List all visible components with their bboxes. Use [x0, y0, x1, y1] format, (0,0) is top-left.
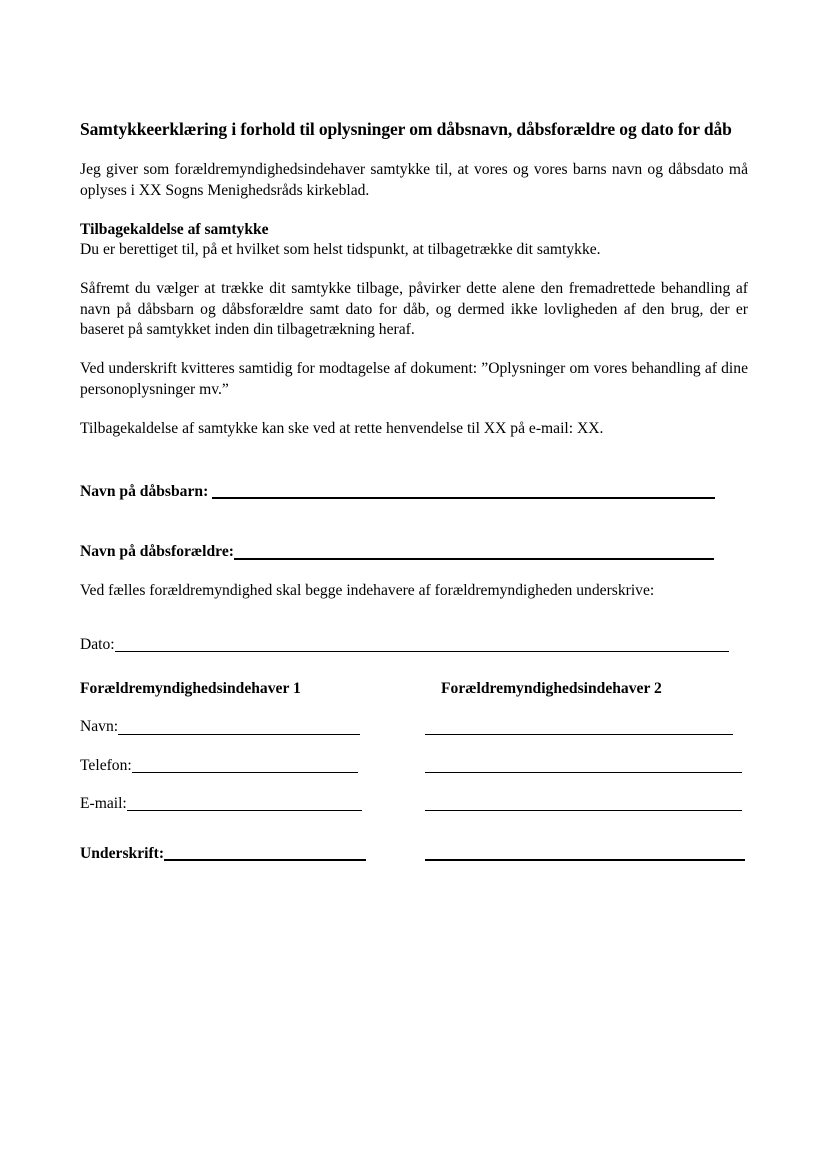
- spacer: [80, 814, 748, 844]
- phone-field-row[interactable]: [80, 756, 748, 776]
- date-input-rule[interactable]: [115, 651, 729, 652]
- contact-paragraph: Tilbagekaldelse af samtykke kan ske ved at rette henvendelse til XX på e-mail: XX.: [80, 419, 604, 437]
- withdrawal-text: Du er berettiget til, på et hvilket som helst tidspunkt, at tilbagetrække dit samtykke.: [80, 241, 601, 259]
- signature-input-rule-guardian-1[interactable]: [164, 859, 366, 861]
- spacer: [80, 776, 748, 794]
- withdrawal-section: [80, 220, 748, 261]
- email-field-guardian-2[interactable]: [425, 810, 748, 814]
- phone-label: Telefon:: [80, 756, 132, 774]
- page-title: Samtykkeerklæring i forhold til oplysninger om dåbsnavn, dåbsforældre og dato for dåb: [80, 119, 732, 139]
- email-input-rule-guardian-2[interactable]: [425, 810, 742, 811]
- spacer: [80, 655, 748, 679]
- parents-name-field-row[interactable]: [80, 542, 748, 562]
- phone-input-rule-guardian-1[interactable]: [132, 772, 358, 773]
- phone-field-guardian-1[interactable]: [80, 756, 425, 776]
- name-field-row[interactable]: [80, 717, 748, 737]
- consequence-paragraph: Såfremt du vælger at trække dit samtykke tilbage, påvirker dette alene den fremadrettede behandling af navn på dåbsbarn og dåbsforældre samt dato for dåb, og dermed ikke lovligheden af den brug, der er baseret på samtykket inden din tilbagetrækning heraf.: [80, 280, 748, 338]
- signature-field-guardian-2[interactable]: [425, 859, 748, 864]
- name-input-rule-guardian-1[interactable]: [118, 734, 360, 735]
- phone-field-guardian-2[interactable]: [425, 772, 748, 776]
- name-input-rule-guardian-2[interactable]: [425, 734, 733, 735]
- withdrawal-heading: Tilbagekaldelse af samtykke: [80, 220, 269, 238]
- joint-custody-note: Ved fælles forældremyndighed skal begge indehavere af forældremyndigheden underskrive:: [80, 581, 655, 599]
- date-field-row[interactable]: [80, 635, 748, 655]
- signature-field-row[interactable]: [80, 844, 748, 864]
- phone-input-rule-guardian-2[interactable]: [425, 772, 742, 773]
- email-field-guardian-1[interactable]: [80, 794, 425, 814]
- receipt-paragraph: Ved underskrift kvitteres samtidig for modtagelse af dokument: ”Oplysninger om vores behandling af dine personoplysninger mv.”: [80, 360, 748, 398]
- spacer: [80, 699, 748, 717]
- parents-name-label: Navn på dåbsforældre:: [80, 543, 234, 561]
- child-name-field-row[interactable]: [80, 482, 748, 502]
- spacer: [80, 563, 748, 581]
- email-field-row[interactable]: [80, 794, 748, 814]
- parents-name-input-rule[interactable]: [234, 558, 714, 560]
- email-input-rule-guardian-1[interactable]: [127, 810, 362, 811]
- signature-input-rule-guardian-2[interactable]: [425, 859, 745, 861]
- intro-paragraph: Jeg giver som forældremyndighedsindehaver samtykke til, at vores og vores barns navn og dåbsdato må oplyses i XX Sogns Menighedsråds kirkeblad.: [80, 161, 748, 199]
- child-name-input-rule[interactable]: [212, 497, 715, 499]
- spacer: [80, 458, 748, 482]
- date-label: Dato:: [80, 635, 115, 653]
- child-name-label: Navn på dåbsbarn:: [80, 483, 213, 501]
- spacer: [80, 601, 748, 635]
- guardian-1-heading: Forældremyndighedsindehaver 1: [80, 680, 301, 698]
- guardian-column-headings: [80, 679, 748, 699]
- signature-label: Underskrift:: [80, 845, 165, 863]
- signature-field-guardian-1[interactable]: [80, 844, 425, 864]
- name-field-guardian-1[interactable]: [80, 717, 425, 737]
- spacer: [80, 502, 748, 542]
- guardian-2-heading: Forældremyndighedsindehaver 2: [441, 680, 662, 698]
- name-field-guardian-2[interactable]: [425, 734, 748, 738]
- email-label: E-mail:: [80, 794, 127, 812]
- name-label: Navn:: [80, 718, 119, 736]
- spacer: [80, 738, 748, 756]
